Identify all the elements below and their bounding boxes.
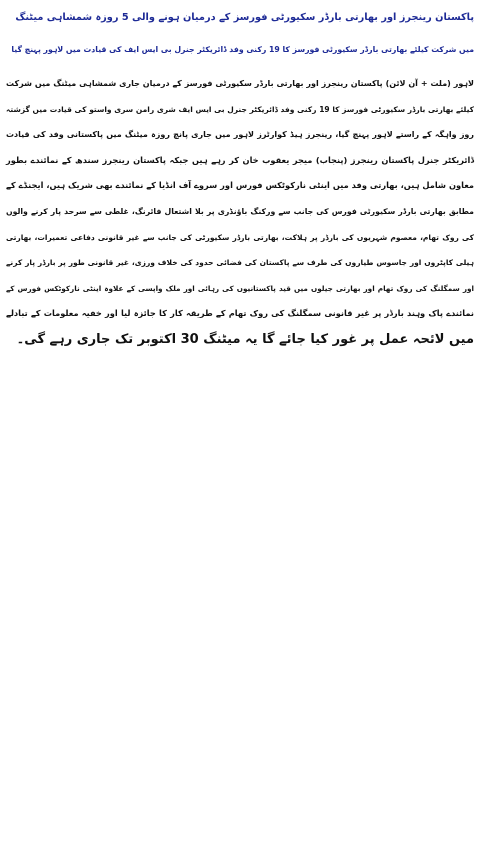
body-line: ڈائریکٹر جنرل پاکستان رینجرز (پنجاب) میجر یعقوب خان کر رہے ہیں جبکہ پاکستان رینجرز سندھ کے نمائندے بطور bbox=[6, 154, 474, 165]
body-line: ہیلی کاپٹروں اور جاسوس طیاروں کی طرف سے پاکستان کی فضائی حدود کی خلاف ورزی، غیر قانونی طور پر بارڈر پار کرنے bbox=[6, 258, 474, 268]
body-line: میں لائحہ عمل پر غور کیا جائے گا یہ میٹنگ 30 اکتوبر تک جاری رہے گی۔ bbox=[16, 331, 474, 347]
body-line: کیلئے بھارتی بارڈر سکیورٹی فورسز کا 19 رکنی وفد ڈائریکٹر جنرل بی ایس ایف شری رامن سری واستو کی قیادت میں گزشتہ bbox=[6, 104, 474, 114]
body-line: معاون شامل ہیں، بھارتی وفد میں اینٹی نارکوٹکس فورس اور سروے آف انڈیا کے نمائندے بھی شریک ہیں، ایجنڈے کے bbox=[6, 180, 474, 191]
body-line: کی روک تھام، معصوم شہریوں کی بارڈر پر ہلاکت، بھارتی بارڈر سکیورٹی کی جانب سے غیر قانونی دفاعی تعمیرات، بھارتی bbox=[6, 232, 474, 242]
body-line: اور سمگلنگ کی روک تھام اور بھارتی جیلوں میں قید پاکستانیوں کی رہائی اور ملک واپسی کے علاوہ اینٹی نارکوٹکس فورس کے bbox=[6, 283, 474, 293]
headline-line: پاکستان رینجرز اور بھارتی بارڈر سکیورٹی فورسز کے درمیان ہونے والی 5 روزہ شمشاہی میٹنگ bbox=[15, 12, 474, 23]
headline-line: میں شرکت کیلئے بھارتی بارڈر سکیورٹی فورسز کا 19 رکنی وفد ڈائریکٹر جنرل بی ایس ایف کی قیادت میں لاہور پہنچ گیا bbox=[11, 45, 474, 54]
body-line: مطابق بھارتی بارڈر سکیورٹی فورس کی جانب سے ورکنگ باؤنڈری پر بلا اشتعال فائرنگ، غلطی سے سرحد پار کرنے والوں bbox=[6, 206, 474, 216]
news-article bbox=[6, 2, 474, 353]
body-line: لاہور (ملت + آن لائن) پاکستان رینجرز اور بھارتی بارڈر سکیورٹی فورسز کے درمیان جاری شمشاہی میٹنگ میں شرکت bbox=[6, 79, 474, 88]
body-line: روز واہگہ کے راستے لاہور پہنچ گیا، رینجرز ہیڈ کوارٹرز لاہور میں جاری پانچ روزہ میٹنگ میں پاکستانی وفد کی قیادت bbox=[6, 130, 474, 140]
body-line: نمائندے پاک وہند بارڈر پر غیر قانونی سمگلنگ کی روک تھام کے طریقہ کار کا جائزہ لیا اور خفیہ معلومات کے تبادلے bbox=[6, 308, 474, 319]
article-headline bbox=[6, 2, 474, 66]
article-body bbox=[6, 71, 474, 353]
